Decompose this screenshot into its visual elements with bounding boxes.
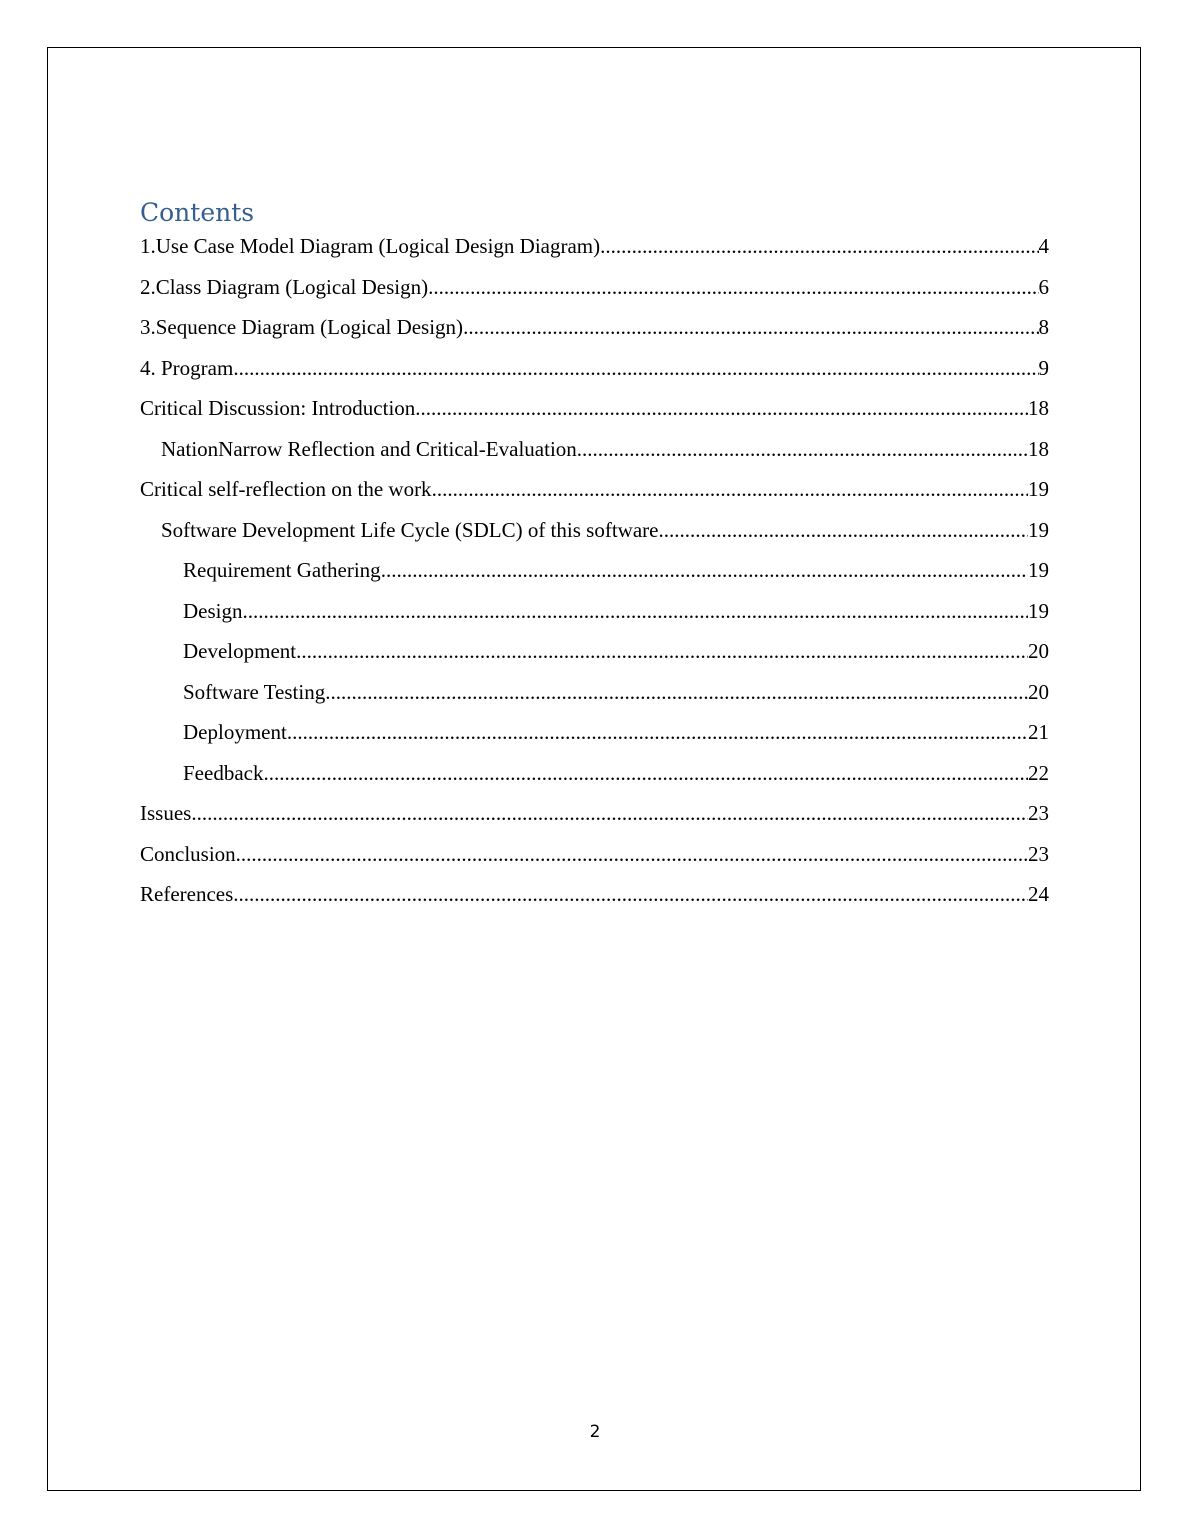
toc-entry[interactable] xyxy=(140,714,1049,755)
toc-entry[interactable] xyxy=(140,876,1049,917)
toc-entry-title[interactable]: 2.Class Diagram (Logical Design) xyxy=(140,274,429,299)
toc-entry-title[interactable]: Design xyxy=(183,598,243,623)
toc-entry-page-number[interactable]: 24 xyxy=(1028,882,1049,906)
toc-entry[interactable] xyxy=(140,390,1049,431)
toc-entry-page-number[interactable]: 18 xyxy=(1028,436,1049,461)
toc-entry[interactable] xyxy=(140,269,1049,310)
toc-dot-leader xyxy=(432,471,1028,508)
toc-entry[interactable] xyxy=(140,228,1049,269)
toc-entry-title[interactable]: NationNarrow Reflection and Critical-Evaluation xyxy=(161,436,577,461)
toc-dot-leader xyxy=(463,309,1038,346)
table-of-contents xyxy=(140,228,1049,917)
toc-entry-title[interactable]: Critical self-reflection on the work xyxy=(140,477,432,501)
toc-dot-leader xyxy=(243,593,1029,630)
toc-dot-leader xyxy=(325,674,1028,711)
toc-entry-page-number[interactable]: 19 xyxy=(1028,598,1049,623)
toc-entry[interactable] xyxy=(140,795,1049,836)
toc-dot-leader xyxy=(191,795,1028,832)
page-number: 2 xyxy=(589,1422,601,1442)
toc-entry-title[interactable]: 3.Sequence Diagram (Logical Design) xyxy=(140,315,464,339)
toc-entry-page-number[interactable]: 23 xyxy=(1028,801,1049,825)
toc-entry[interactable] xyxy=(140,512,1049,553)
toc-entry[interactable] xyxy=(140,350,1049,391)
toc-entry[interactable] xyxy=(140,674,1049,715)
toc-dot-leader xyxy=(577,431,1028,468)
toc-entry-page-number[interactable]: 18 xyxy=(1028,396,1049,420)
toc-entry-page-number[interactable]: 8 xyxy=(1038,315,1049,339)
toc-entry-page-number[interactable]: 20 xyxy=(1028,679,1049,704)
toc-entry-page-number[interactable]: 19 xyxy=(1028,517,1049,542)
toc-heading: Contents xyxy=(140,198,255,227)
toc-entry-title[interactable]: Deployment xyxy=(183,720,287,744)
toc-entry-title[interactable]: Critical Discussion: Introduction xyxy=(140,396,416,420)
toc-dot-leader xyxy=(428,269,1038,306)
toc-entry-title[interactable]: Conclusion xyxy=(140,841,236,866)
toc-dot-leader xyxy=(381,552,1028,589)
toc-entry-title[interactable]: Software Testing xyxy=(183,679,326,704)
toc-entry-title[interactable]: Requirement Gathering xyxy=(183,558,381,582)
toc-dot-leader xyxy=(287,714,1028,751)
toc-entry-page-number[interactable]: 4 xyxy=(1038,234,1049,258)
toc-entry-page-number[interactable]: 21 xyxy=(1028,720,1049,744)
toc-entry-page-number[interactable]: 19 xyxy=(1028,558,1049,582)
toc-entry[interactable] xyxy=(140,755,1049,796)
toc-dot-leader xyxy=(296,633,1028,670)
toc-entry[interactable] xyxy=(140,552,1049,593)
toc-entry-title[interactable]: Development xyxy=(183,639,297,663)
toc-entry-title[interactable]: Issues xyxy=(140,801,192,825)
toc-dot-leader xyxy=(263,755,1028,792)
toc-entry[interactable] xyxy=(140,309,1049,350)
toc-entry[interactable] xyxy=(140,593,1049,634)
toc-dot-leader xyxy=(236,836,1028,873)
toc-dot-leader xyxy=(415,390,1028,427)
toc-dot-leader xyxy=(233,350,1038,387)
toc-entry[interactable] xyxy=(140,633,1049,674)
toc-dot-leader xyxy=(600,228,1038,265)
toc-entry-page-number[interactable]: 23 xyxy=(1028,841,1049,866)
toc-dot-leader xyxy=(658,512,1028,549)
toc-entry-title[interactable]: 1.Use Case Model Diagram (Logical Design Diagram) xyxy=(140,234,601,258)
toc-entry-page-number[interactable]: 19 xyxy=(1028,477,1049,501)
toc-entry-page-number[interactable]: 22 xyxy=(1028,760,1049,785)
toc-entry-title[interactable]: Feedback xyxy=(183,760,264,785)
toc-entry-page-number[interactable]: 20 xyxy=(1028,639,1049,663)
toc-entry[interactable] xyxy=(140,836,1049,877)
toc-entry[interactable] xyxy=(140,431,1049,472)
toc-dot-leader xyxy=(233,876,1028,913)
toc-entry-title[interactable]: References xyxy=(140,882,234,906)
toc-entry[interactable] xyxy=(140,471,1049,512)
toc-entry-title[interactable]: Software Development Life Cycle (SDLC) of this software xyxy=(161,517,659,542)
toc-entry-title[interactable]: 4. Program xyxy=(140,355,234,380)
toc-entry-page-number[interactable]: 6 xyxy=(1038,274,1049,299)
toc-entry-page-number[interactable]: 9 xyxy=(1038,355,1049,380)
